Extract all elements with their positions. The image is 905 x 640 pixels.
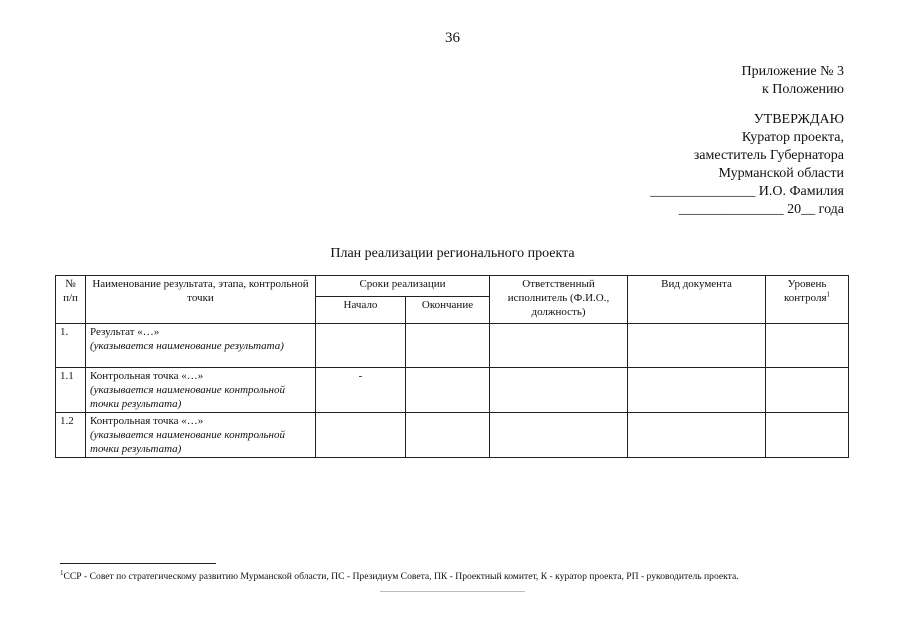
row-end — [406, 324, 490, 368]
header-number — [56, 276, 86, 324]
approval-signature-line: _______________ И.О. Фамилия — [650, 184, 844, 199]
footnote-text: ССР - Совет по стратегическому развитию Мурманской области, ПС - Президиум Совета, ПК - Проектный комитет, К - куратор проекта, РП - руководитель проекта. — [63, 571, 739, 582]
row-start: - — [316, 368, 406, 413]
header-number-abbr: п/п — [63, 292, 78, 304]
row-name-cell — [86, 413, 316, 458]
row-note — [90, 383, 311, 411]
header-responsible: Ответственный исполнитель (Ф.И.О., должность) — [490, 276, 628, 324]
document-title: План реализации регионального проекта — [330, 246, 575, 261]
approval-position-line3: Мурманской области — [718, 166, 844, 181]
row-start — [316, 324, 406, 368]
table-header-row — [56, 276, 849, 297]
annex-reference: к Положению — [761, 82, 844, 97]
footnote-ref: 1 — [826, 290, 831, 299]
page-number: 36 — [445, 30, 460, 46]
row-number: 1.1 — [56, 368, 86, 413]
header-name: Наименование результата, этапа, контрольной точки — [86, 276, 316, 324]
approval-date-line: _______________ 20__ года — [678, 202, 844, 217]
header-control-level-label: Уровень контроля — [784, 278, 827, 304]
header-document-type: Вид документа — [628, 276, 766, 324]
approval-heading: УТВЕРЖДАЮ — [753, 112, 844, 127]
row-document-type — [628, 368, 766, 413]
approval-block — [650, 111, 844, 219]
footnote — [60, 568, 739, 582]
row-control-level — [766, 324, 849, 368]
annex-title: Приложение № 3 — [741, 64, 844, 79]
row-control-level — [766, 368, 849, 413]
row-note-text: (указывается наименование контрольной точки результата) — [90, 384, 286, 410]
row-control-level — [766, 413, 849, 458]
plan-table — [55, 275, 849, 458]
row-note-text: (указывается наименование контрольной точки результата) — [90, 429, 286, 455]
row-responsible — [490, 413, 628, 458]
table-row — [56, 368, 849, 413]
row-document-type — [628, 413, 766, 458]
footnote-marker: 1 — [60, 568, 64, 577]
row-end — [406, 368, 490, 413]
row-responsible — [490, 324, 628, 368]
row-note — [90, 428, 311, 456]
row-name-cell — [86, 324, 316, 368]
row-name: Результат «…» — [90, 326, 160, 338]
row-number: 1. — [56, 324, 86, 368]
header-end: Окончание — [406, 297, 490, 324]
approval-position-line1: Куратор проекта, — [741, 130, 844, 145]
row-start — [316, 413, 406, 458]
row-note: (указывается наименование результата) — [90, 340, 284, 352]
row-name: Контрольная точка «…» — [90, 370, 204, 382]
row-document-type — [628, 324, 766, 368]
header-number-symbol: № — [65, 278, 76, 290]
row-number: 1.2 — [56, 413, 86, 458]
page-bottom-divider — [380, 591, 525, 592]
header-deadlines: Сроки реализации — [316, 276, 490, 297]
header-control-level — [766, 276, 849, 324]
row-end — [406, 413, 490, 458]
row-name-cell — [86, 368, 316, 413]
annex-header — [742, 63, 845, 99]
approval-position-line2: заместитель Губернатора — [693, 148, 844, 163]
table-row — [56, 324, 849, 368]
footnote-separator — [60, 563, 216, 564]
header-start: Начало — [316, 297, 406, 324]
table-row — [56, 413, 849, 458]
row-responsible — [490, 368, 628, 413]
row-name: Контрольная точка «…» — [90, 415, 204, 427]
